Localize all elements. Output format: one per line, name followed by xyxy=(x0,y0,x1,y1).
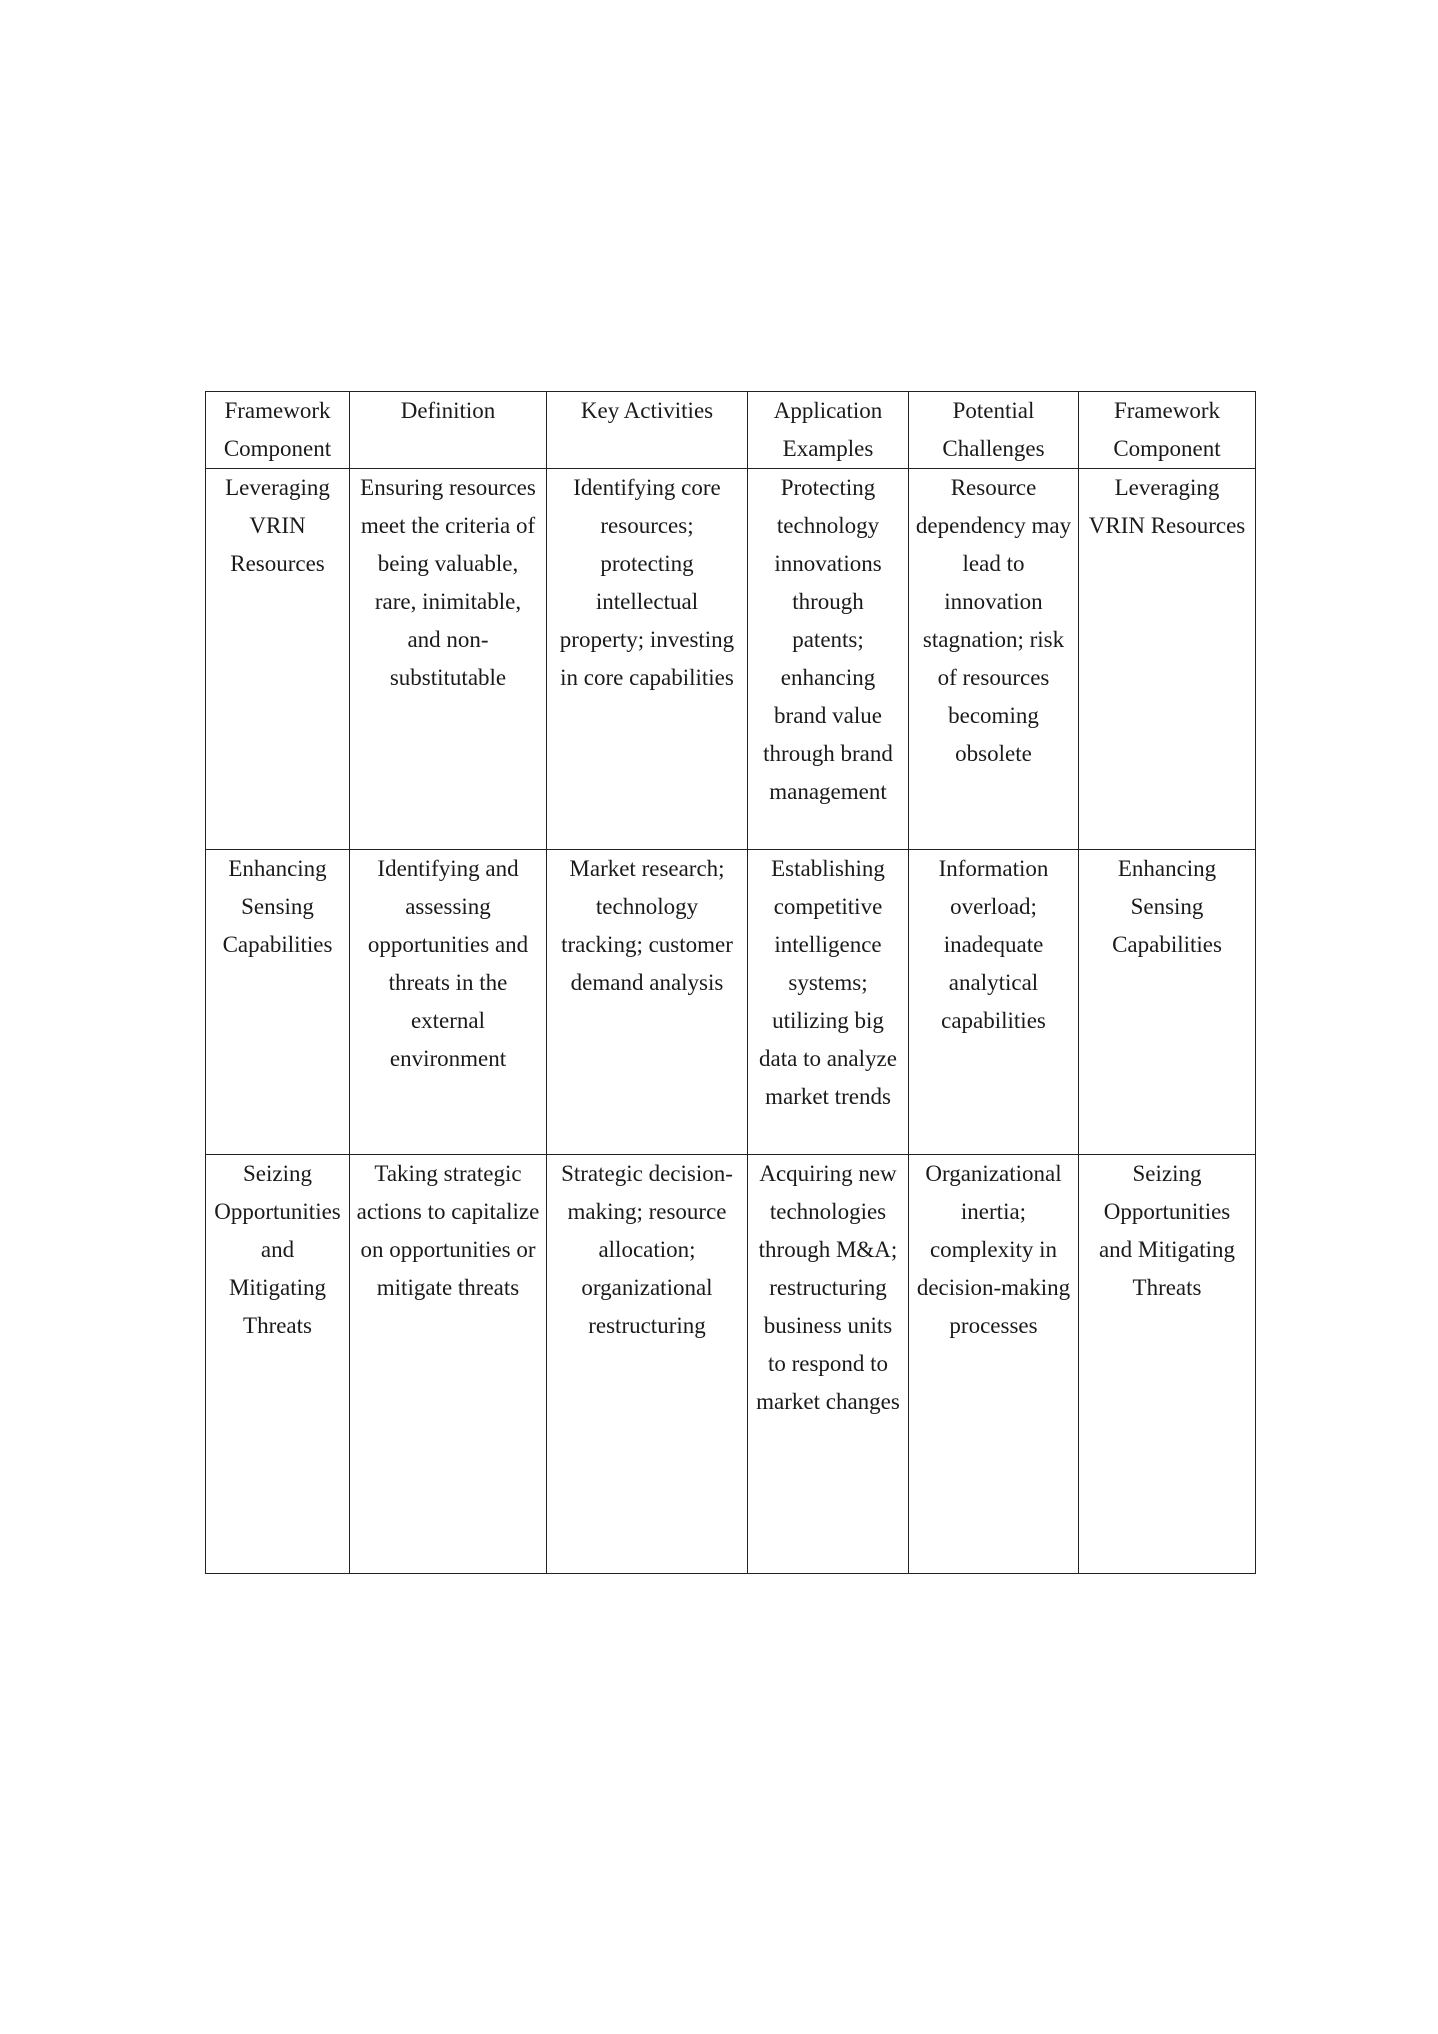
table-row xyxy=(206,850,1256,1155)
table-cell: Strategic decision-making; resource allocation; organizational restructuring xyxy=(547,1155,748,1574)
header-framework-component: Framework Component xyxy=(206,392,350,469)
table-cell: Leveraging VRIN Resources xyxy=(1079,469,1256,850)
table-cell: Establishing competitive intelligence systems; utilizing big data to analyze market trends xyxy=(748,850,909,1155)
table-cell: Organizational inertia; complexity in decision-making processes xyxy=(909,1155,1079,1574)
table-cell: Market research; technology tracking; customer demand analysis xyxy=(547,850,748,1155)
table-header-row xyxy=(206,392,1256,469)
framework-table xyxy=(205,391,1256,1574)
table-cell: Ensuring resources meet the criteria of being valuable, rare, inimitable, and non-substitutable xyxy=(350,469,547,850)
header-key-activities: Key Activities xyxy=(547,392,748,469)
header-application-examples: Application Examples xyxy=(748,392,909,469)
table-cell: Seizing Opportunities and Mitigating Threats xyxy=(1079,1155,1256,1574)
table-cell: Acquiring new technologies through M&A; restructuring business units to respond to market changes xyxy=(748,1155,909,1574)
table-cell: Identifying and assessing opportunities and threats in the external environment xyxy=(350,850,547,1155)
header-potential-challenges: Potential Challenges xyxy=(909,392,1079,469)
table-cell: Seizing Opportunities and Mitigating Threats xyxy=(206,1155,350,1574)
table-cell: Taking strategic actions to capitalize on opportunities or mitigate threats xyxy=(350,1155,547,1574)
table-cell: Resource dependency may lead to innovation stagnation; risk of resources becoming obsolete xyxy=(909,469,1079,850)
table-cell: Protecting technology innovations through patents; enhancing brand value through brand management xyxy=(748,469,909,850)
table-cell: Enhancing Sensing Capabilities xyxy=(1079,850,1256,1155)
header-definition: Definition xyxy=(350,392,547,469)
table-cell: Enhancing Sensing Capabilities xyxy=(206,850,350,1155)
header-framework-component-repeat: Framework Component xyxy=(1079,392,1256,469)
table-cell: Information overload; inadequate analytical capabilities xyxy=(909,850,1079,1155)
table-row xyxy=(206,1155,1256,1574)
table-cell: Leveraging VRIN Resources xyxy=(206,469,350,850)
table-cell: Identifying core resources; protecting intellectual property; investing in core capabilities xyxy=(547,469,748,850)
table-row xyxy=(206,469,1256,850)
